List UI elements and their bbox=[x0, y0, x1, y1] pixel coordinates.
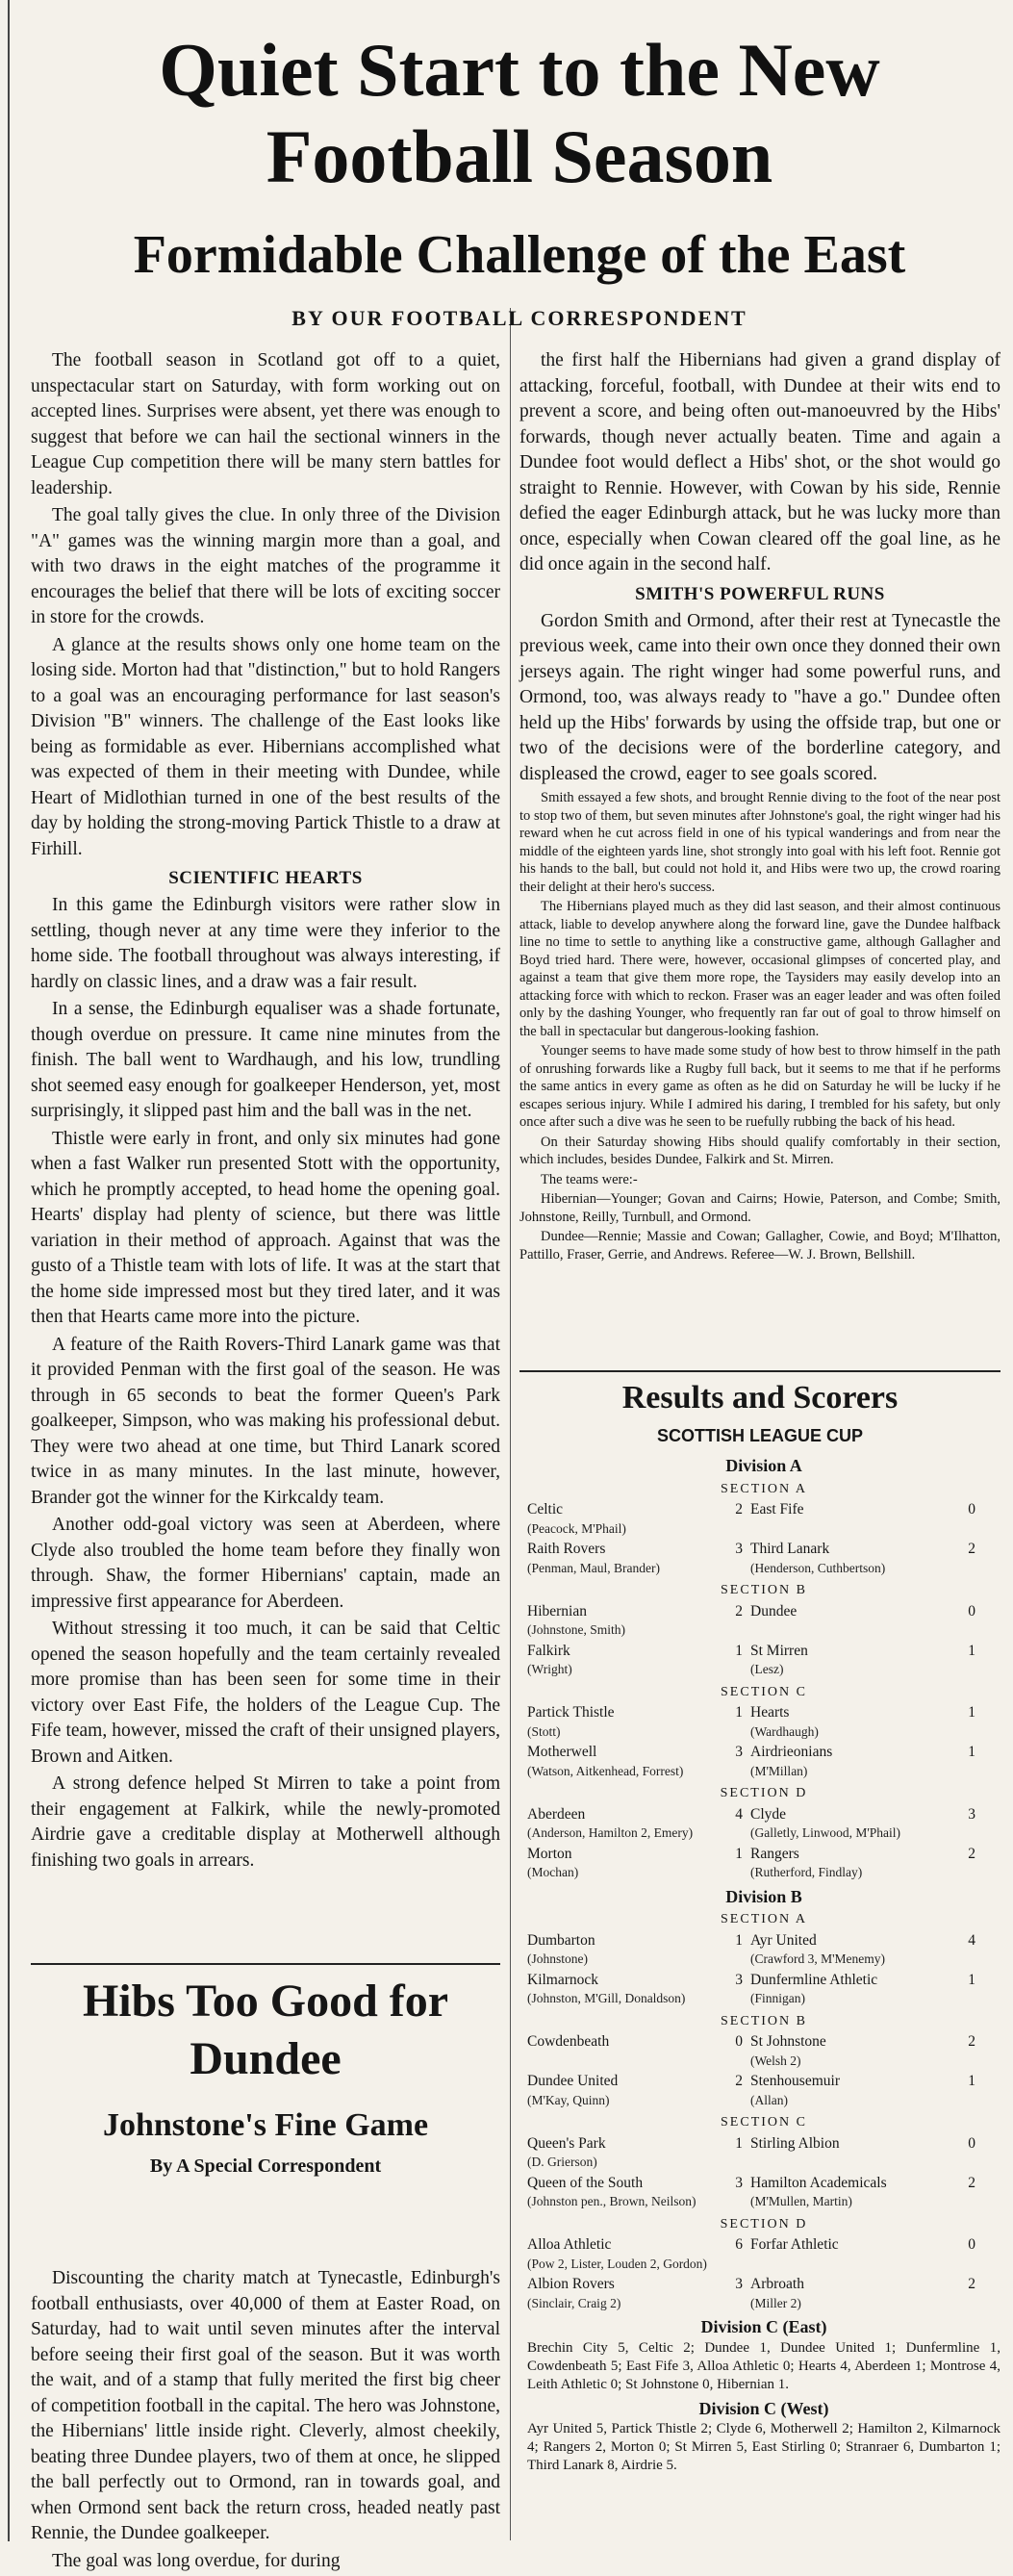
home-score: 1 bbox=[735, 1642, 743, 1659]
home-scorers: (Peacock, M'Phail) bbox=[527, 1520, 626, 1536]
home-scorers: (Penman, Maul, Brander) bbox=[527, 1560, 660, 1575]
home-scorers: (Wright) bbox=[527, 1662, 572, 1676]
home-score: 4 bbox=[735, 1805, 743, 1823]
column-divider bbox=[510, 308, 511, 2540]
results-separator bbox=[519, 1370, 1000, 1372]
spacer bbox=[950, 1660, 975, 1679]
away-team: Rangers bbox=[750, 1845, 799, 1862]
away-scorers: (Finnigan) bbox=[750, 1991, 805, 2005]
home-score: 6 bbox=[735, 2236, 743, 2253]
away-team: Airdrieonians bbox=[750, 1744, 833, 1760]
away-team: Dunfermline Athletic bbox=[750, 1971, 878, 1988]
spacer bbox=[950, 1863, 975, 1882]
home-team: Falkirk bbox=[527, 1642, 570, 1659]
match-row bbox=[527, 1540, 1000, 1577]
match-row bbox=[527, 1743, 1000, 1780]
spacer bbox=[950, 2153, 975, 2172]
section-heading: SECTION A bbox=[721, 1481, 807, 1496]
spacer bbox=[718, 2052, 743, 2071]
paragraph: Another odd-goal victory was seen at Aberdeen, where Clyde also troubled the home team before they finally won through. Shaw, the former Hibernians' captain, made an impressive first appearance for Aberdeen. bbox=[31, 1515, 500, 1612]
spacer bbox=[950, 1762, 975, 1781]
paragraph: Hibernian—Younger; Govan and Cairns; Howie, Paterson, and Combe; Smith, Johnstone, Reilly, Turnbull, and Ormond. bbox=[519, 1191, 1000, 1225]
home-team: Queen's Park bbox=[527, 2134, 606, 2152]
spacer bbox=[950, 2192, 975, 2211]
away-team: Dundee bbox=[750, 1602, 798, 1620]
away-score: 1 bbox=[968, 1704, 975, 1721]
hibs-headline-line-2: Dundee bbox=[190, 2033, 342, 2084]
away-scorers: (Lesz) bbox=[750, 1662, 784, 1676]
spacer bbox=[718, 2153, 743, 2172]
away-score: 2 bbox=[968, 1541, 975, 1557]
paragraph: Dundee—Rennie; Massie and Cowan; Gallagher, Cowie, and Boyd; M'Ilhatton, Pattillo, Fraser, Gerrie, and Andrews. Referee—W. J. Brown, Bellshill. bbox=[519, 1229, 1000, 1262]
home-team: Alloa Athletic bbox=[527, 2236, 612, 2253]
section-heading: SECTION D bbox=[720, 1786, 808, 1800]
away-team: Arbroath bbox=[750, 2276, 804, 2292]
spacer bbox=[718, 1559, 743, 1578]
headline-line-2: Football Season bbox=[266, 115, 773, 198]
away-score: 1 bbox=[968, 2073, 975, 2089]
home-team: Partick Thistle bbox=[527, 1704, 615, 1721]
home-score: 2 bbox=[735, 1501, 743, 1518]
left-border-rule bbox=[8, 0, 10, 2541]
away-scorers: (Welsh 2) bbox=[750, 2053, 801, 2068]
spacer bbox=[718, 1824, 743, 1843]
division-results-text: Brechin City 5, Celtic 2; Dundee 1, Dundee United 1; Dunfermline 1, Cowdenbeath 5; East Fife 3, Alloa Athletic 0; Hearts 4, Aberdeen 1; Montrose 4, Leith Athletic 0; St Johnstone 0, Hibernian 1. bbox=[527, 2339, 1000, 2392]
spacer bbox=[718, 1762, 743, 1781]
away-score: 2 bbox=[968, 2276, 975, 2292]
away-score: 2 bbox=[968, 2033, 975, 2050]
paragraph: Smith essayed a few shots, and brought Rennie diving to the foot of the near post to stop two of them, but seven minutes after Johnstone's goal, the right winger had his reward when he cut across field in one of his typical wanderings and from near the middle of the eighteen yards line, shot strongly into goal with his left foot. Rennie got his hands to the ball, but could not hold it, and Hibs were two up, the crowd roaring their delight at their hero's success. bbox=[519, 790, 1000, 895]
home-scorers: (Johnston, M'Gill, Donaldson) bbox=[527, 1991, 686, 2005]
match-row bbox=[527, 1845, 1000, 1882]
home-team: Dundee United bbox=[527, 2073, 619, 2089]
away-team: Forfar Athletic bbox=[750, 2236, 839, 2253]
paragraph: The Hibernians played much as they did last season, and their almost continuous attack, liable to develop anywhere along the forward line, gave the Dundee halfback line no time to settle to anything like a constructive game, although Gallagher and Boyd tried hard. There were, however, occasional glimpses of concerted play, and against a team that give them more rope, the Taysiders may easily develop into an attacking force with which to reckon. Fraser was an eager leader and was often foiled only by the dashing Younger, who frequently ran far out of goal to throw himself on the ball in spectacular but dangerous-looking fashion. bbox=[519, 899, 1000, 1039]
home-score: 1 bbox=[735, 1931, 743, 1949]
away-score: 1 bbox=[968, 1642, 975, 1659]
away-score: 0 bbox=[968, 1602, 975, 1620]
away-team: Clyde bbox=[750, 1805, 787, 1823]
spacer bbox=[950, 1519, 975, 1539]
home-team: Albion Rovers bbox=[527, 2276, 615, 2292]
home-score: 2 bbox=[735, 2073, 743, 2089]
home-team: Kilmarnock bbox=[527, 1971, 599, 1988]
division-heading: Division C (West) bbox=[698, 2398, 829, 2418]
match-row bbox=[527, 1500, 1000, 1538]
away-team: Third Lanark bbox=[750, 1541, 830, 1557]
spacer bbox=[718, 2255, 743, 2274]
away-team: St Johnstone bbox=[750, 2033, 826, 2050]
away-scorers bbox=[750, 1519, 943, 1539]
spacer bbox=[718, 1519, 743, 1539]
home-scorers: (Mochan) bbox=[527, 1865, 579, 1879]
hibs-headline-line-1: Hibs Too Good for bbox=[82, 1976, 449, 2027]
away-scorers: (M'Mullen, Martin) bbox=[750, 2194, 852, 2208]
section-heading: SECTION B bbox=[721, 2013, 807, 2028]
home-scorers: (M'Kay, Quinn) bbox=[527, 2092, 610, 2107]
away-scorers: (Henderson, Cuthbertson) bbox=[750, 1560, 886, 1575]
home-team: Cowdenbeath bbox=[527, 2033, 610, 2050]
spacer bbox=[950, 2294, 975, 2313]
right-column bbox=[519, 348, 1000, 1265]
away-scorers: (Miller 2) bbox=[750, 2295, 801, 2310]
spacer bbox=[718, 2192, 743, 2211]
article-byline: BY OUR FOOTBALL CORRESPONDENT bbox=[291, 306, 747, 330]
spacer bbox=[950, 2255, 975, 2274]
home-scorers: (Pow 2, Lister, Louden 2, Gordon) bbox=[527, 2256, 707, 2271]
spacer bbox=[950, 1620, 975, 1640]
away-scorers: (Galletly, Linwood, M'Phail) bbox=[750, 1825, 901, 1840]
division-heading: Division B bbox=[725, 1886, 802, 1906]
away-score: 1 bbox=[968, 1971, 975, 1988]
section-heading: SECTION A bbox=[721, 1912, 807, 1926]
headline-line-1: Quiet Start to the New bbox=[159, 28, 880, 112]
home-score: 3 bbox=[735, 1971, 743, 1988]
paragraph: the first half the Hibernians had given a grand display of attacking, forceful, football, with Dundee at their wits end to prevent a score, and being often out-manoeuvred by the Hibs' forwards, though never actually beaten. Time and again a Dundee foot would deflect a Hibs' shot, or the shot would go straight to Rennie. However, with Cowan by his side, Rennie defied the eager Edinburgh attack, but he was lucky more than once, especially when Cowan cleared off the goal line, as he did once again in the second half. bbox=[519, 350, 1000, 574]
home-team: Raith Rovers bbox=[527, 1541, 606, 1557]
away-scorers: (Wardhaugh) bbox=[750, 1723, 819, 1739]
away-team: Hearts bbox=[750, 1704, 790, 1721]
paragraph: The goal tally gives the clue. In only three of the Division "A" games was the winning margin more than a goal, and with two draws in the eight matches of the programme it encourages the belief that there will be lots of exciting soccer in store for the crowds. bbox=[31, 505, 500, 627]
hibs-subheadline: Johnstone's Fine Game bbox=[102, 2107, 429, 2143]
home-score: 3 bbox=[735, 1744, 743, 1760]
home-team: Morton bbox=[527, 1845, 572, 1862]
paragraph: The goal was long overdue, for during bbox=[52, 2550, 341, 2571]
match-row bbox=[527, 1805, 1000, 1843]
home-scorers: (Watson, Aitkenhead, Forrest) bbox=[527, 1763, 684, 1778]
results-title: Results and Scorers bbox=[621, 1380, 899, 1416]
home-score: 1 bbox=[735, 2134, 743, 2152]
results-competition: SCOTTISH LEAGUE CUP bbox=[656, 1426, 863, 1445]
division-heading: Division C (East) bbox=[700, 2317, 827, 2336]
away-team: Hamilton Academicals bbox=[750, 2174, 887, 2191]
paragraph: Discounting the charity match at Tynecastle, Edinburgh's football enthusiasts, over 40,000 of them at Easter Road, on Saturday, had to wait until seven minutes after the interval before seeing their first goal of the season. But it was worth the wait, and of a stamp that fully merited the first big cheer of competition football in the capital. The hero was Johnstone, the Hibernians' little inside right. Cleverly, almost cheekily, beating three Dundee players, two of them at once, he slipped the ball perfectly out to Ormond, ran in towards goal, and when Ormond sent back the return cross, headed neatly past Rennie, the Dundee goalkeeper. bbox=[31, 2268, 500, 2543]
home-score: 0 bbox=[735, 2033, 743, 2050]
home-team: Celtic bbox=[527, 1501, 564, 1518]
spacer bbox=[718, 1863, 743, 1882]
home-team: Queen of the South bbox=[527, 2174, 644, 2191]
away-scorers: (Allan) bbox=[750, 2092, 788, 2107]
paragraph: A glance at the results shows only one home team on the losing side. Morton had that "distinction," but to hold Rangers to a goal was an encouraging performance for last season's Division "B" winners. The challenge of the East looks like being as formidable as ever. Hibernians accomplished what was expected of them in their meeting with Dundee, while Heart of Midlothian turned in one of the best results of the day by holding the strong-moving Partick Thistle to a draw at Firhill. bbox=[31, 634, 500, 859]
scientific-hearts-paragraphs bbox=[31, 893, 500, 1874]
home-scorers: (Anderson, Hamilton 2, Emery) bbox=[527, 1825, 694, 1840]
paragraph: In this game the Edinburgh visitors were rather slow in settling, though never at any time were they inferior to the home side. The football throughout was always interesting, if hardly on classic lines, and a draw was a fair result. bbox=[31, 895, 500, 992]
spacer bbox=[718, 1620, 743, 1640]
paragraph: In a sense, the Edinburgh equaliser was a shade fortunate, though overdue on pressure. It came nine minutes from the finish. The ball went to Wardhaugh, and his low, trundling shot seemed easy enough for goalkeeper Henderson, yet, most surprisingly, it slipped past him and the ball was in the net. bbox=[31, 999, 500, 1121]
section-heading: SECTION C bbox=[721, 2115, 807, 2130]
home-scorers: (Johnston pen., Brown, Neilson) bbox=[527, 2194, 696, 2208]
spacer bbox=[950, 2052, 975, 2071]
home-score: 1 bbox=[735, 1845, 743, 1862]
match-row bbox=[527, 2235, 1000, 2273]
spacer bbox=[718, 1722, 743, 1742]
away-scorers: (M'Millan) bbox=[750, 1763, 808, 1778]
away-scorers: (Rutherford, Findlay) bbox=[750, 1865, 863, 1879]
spacer bbox=[950, 1559, 975, 1578]
away-score: 0 bbox=[968, 2134, 975, 2152]
match-row bbox=[527, 2032, 1000, 2070]
paragraph: Without stressing it too much, it can be said that Celtic opened the season hopefully and the team certainly revealed more promise than has been seen for some time in their victory over East Fife, the holders of the League Cup. The Fife team, however, missed the craft of their unsigned players, Brown and Aitken. bbox=[31, 1619, 500, 1767]
away-score: 0 bbox=[968, 1501, 975, 1518]
home-score: 2 bbox=[735, 1602, 743, 1620]
spacer bbox=[950, 2091, 975, 2110]
headline-subhead: Formidable Challenge of the East bbox=[133, 225, 906, 285]
match-row bbox=[527, 2134, 1000, 2172]
match-row bbox=[527, 1931, 1000, 1969]
home-scorers: (Stott) bbox=[527, 1723, 561, 1739]
away-team: St Mirren bbox=[750, 1642, 808, 1659]
match-row bbox=[527, 1642, 1000, 1679]
paragraph: Thistle were early in front, and only six minutes had gone when a fast Walker run presented Stott with the opportunity, which he promptly accepted, to head home the opening goal. Hearts' display had plenty of science, but there was little variation in their method of approach. Against that was the gusto of a Thistle team with lots of life. It was at the start that the home side impressed most but they tired later, and it was then that Hearts came more into the picture. bbox=[31, 1128, 500, 1327]
paragraph: The football season in Scotland got off to a quiet, unspectacular start on Saturday, with form working out on accepted lines. Surprises were absent, yet there was enough to suggest that before we can hail the sectional winners in the League Cup competition there will be many stern battles for leadership. bbox=[31, 350, 500, 498]
hibs-article-body bbox=[31, 2266, 500, 2576]
away-score: 1 bbox=[968, 1744, 975, 1760]
away-scorers: (Crawford 3, M'Menemy) bbox=[750, 1951, 886, 1966]
hibs-continued-paragraphs bbox=[519, 348, 1000, 578]
away-scorers bbox=[750, 2153, 943, 2172]
paragraph: A feature of the Raith Rovers-Third Lanark game was that it provided Penman with the first goal of the season. He was through in 65 seconds to beat the former Queen's Park goalkeeper, Simpson, who was making his professional debut. They were two ahead at one time, but Third Lanark scored twice in as many minutes. In the last minute, however, Brander got the winner for the Kirkcaldy team. bbox=[31, 1334, 500, 1508]
away-score: 0 bbox=[968, 2236, 975, 2253]
paragraph: Gordon Smith and Ormond, after their rest at Tynecastle the previous week, came into their own once they donned their own jerseys again. The right winger had some powerful runs, and Ormond, too, was always ready to "have a go." Dundee often held up the Hibs' forwards by using the offside trap, but one or two of the decisions were of the borderline category, and displeased the crowd, eager to see goals scored. bbox=[519, 610, 1000, 784]
away-team: Stirling Albion bbox=[750, 2134, 840, 2152]
away-team: East Fife bbox=[750, 1501, 804, 1518]
spacer bbox=[950, 1824, 975, 1843]
away-score: 2 bbox=[968, 1845, 975, 1862]
paragraph: On their Saturday showing Hibs should qualify comfortably in their section, which includes, besides Dundee, Falkirk and St. Mirren. bbox=[519, 1134, 1000, 1167]
section-heading: SECTION D bbox=[720, 2216, 808, 2232]
spacer bbox=[718, 2294, 743, 2313]
away-team: Stenhousemuir bbox=[750, 2073, 840, 2089]
spacer bbox=[718, 1950, 743, 1969]
home-scorers: (D. Grierson) bbox=[527, 2155, 597, 2169]
away-scorers bbox=[750, 1620, 943, 1640]
paragraph: Younger seems to have made some study of how best to throw himself in the path of onrushing forwards like a Rugby full back, but it seems to me that if he performs the same antics in every game as often as he did on Saturday he will be lucky if he escapes serious injury. While I admired his daring, I trembled for his safety, but only once after such a dive was he seen to be ruefully rubbing the back of his head. bbox=[519, 1043, 1000, 1130]
home-team: Dumbarton bbox=[527, 1931, 595, 1949]
division-heading: Division A bbox=[725, 1456, 802, 1475]
match-row bbox=[527, 2072, 1000, 2109]
results-table bbox=[527, 1451, 1000, 2477]
away-team: Ayr United bbox=[750, 1931, 817, 1949]
match-row bbox=[527, 1971, 1000, 2008]
match-row bbox=[527, 2275, 1000, 2312]
spacer bbox=[718, 2091, 743, 2110]
home-score: 1 bbox=[735, 1704, 743, 1721]
section-heading-scientific-hearts: SCIENTIFIC HEARTS bbox=[168, 868, 363, 888]
home-team: Aberdeen bbox=[527, 1805, 586, 1823]
spacer bbox=[950, 1722, 975, 1742]
spacer bbox=[718, 1989, 743, 2008]
intro-paragraphs bbox=[31, 348, 500, 862]
paragraph: A strong defence helped St Mirren to take a point from their engagement at Falkirk, while the newly-promoted Airdrie gave a creditable display at Motherwell although finishing two goals in arrears. bbox=[31, 1773, 500, 1871]
spacer bbox=[950, 1989, 975, 2008]
small-type-paragraphs bbox=[519, 789, 1000, 1263]
away-score: 3 bbox=[968, 1805, 975, 1823]
home-scorers bbox=[527, 2052, 710, 2071]
smiths-runs-paragraphs bbox=[519, 609, 1000, 788]
home-team: Motherwell bbox=[527, 1744, 597, 1760]
left-column bbox=[31, 348, 500, 1875]
division-results-text: Ayr United 5, Partick Thistle 2; Clyde 6, Motherwell 2; Hamilton 2, Kilmarnock 4; Rangers 2, Morton 0; St Mirren 5, East Stirling 0; Stranraer 6, Dumbarton 1; Third Lanark 8, Airdrie 5. bbox=[527, 2421, 1000, 2473]
spacer bbox=[950, 1950, 975, 1969]
section-heading: SECTION B bbox=[721, 1583, 807, 1597]
away-scorers bbox=[750, 2255, 943, 2274]
spacer bbox=[718, 1660, 743, 1679]
match-row bbox=[527, 2174, 1000, 2211]
home-scorers: (Johnstone) bbox=[527, 1951, 588, 1966]
home-scorers: (Sinclair, Craig 2) bbox=[527, 2295, 621, 2310]
hibs-byline: By A Special Correspondent bbox=[149, 2155, 382, 2177]
article-separator bbox=[31, 1963, 500, 1965]
home-team: Hibernian bbox=[527, 1602, 587, 1620]
section-heading: SECTION C bbox=[721, 1684, 807, 1699]
match-row bbox=[527, 1602, 1000, 1640]
home-score: 3 bbox=[735, 2276, 743, 2292]
home-scorers: (Johnstone, Smith) bbox=[527, 1622, 626, 1637]
home-score: 3 bbox=[735, 2174, 743, 2191]
section-heading-smiths-runs: SMITH'S POWERFUL RUNS bbox=[635, 583, 885, 604]
home-score: 3 bbox=[735, 1541, 743, 1557]
away-score: 2 bbox=[968, 2174, 975, 2191]
away-score: 4 bbox=[968, 1931, 975, 1949]
paragraph: The teams were:- bbox=[541, 1171, 638, 1187]
match-row bbox=[527, 1703, 1000, 1741]
